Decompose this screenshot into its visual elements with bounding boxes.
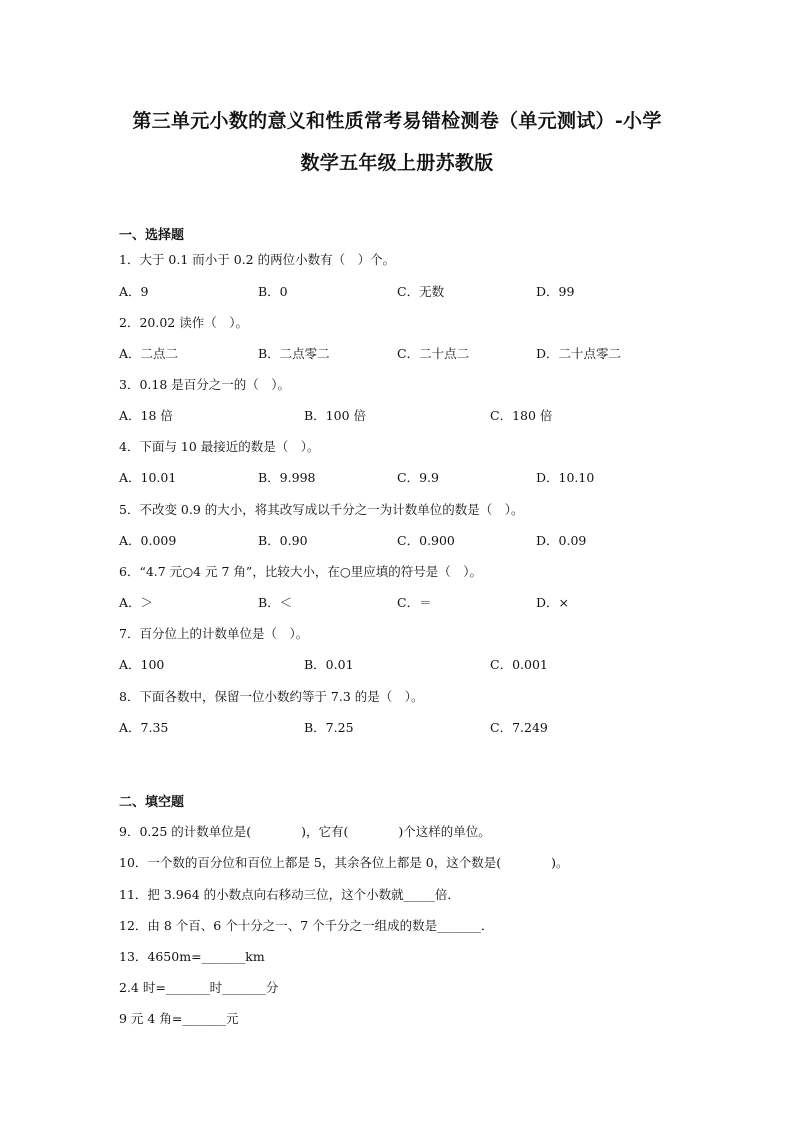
question-11: 11．把 3.964 的小数点向右移动三位，这个小数就_____倍．: [119, 887, 460, 902]
q4-option-d: D．10.10: [536, 470, 595, 485]
question-13-part2: 2.4 时=_______时_______分: [119, 980, 279, 995]
q3-option-c: C．180 倍: [490, 408, 553, 423]
question-6: 6．“4.7 元○4 元 7 角”，比较大小，在○里应填的符号是（ ）。: [119, 564, 482, 579]
question-13: 13．4650m=_______km: [119, 949, 265, 964]
q2-option-c: C．二十点二: [397, 346, 470, 361]
q2-option-b: B．二点零二: [258, 346, 330, 361]
question-5: 5．不改变 0.9 的大小，将其改写成以千分之一为计数单位的数是（ ）。: [119, 502, 524, 517]
question-1: 1．大于 0.1 而小于 0.2 的两位小数有（ ）个。: [119, 252, 396, 267]
question-9: 9．0.25 的计数单位是( )，它有( )个这样的单位。: [119, 824, 491, 839]
q4-option-a: A．10.01: [119, 470, 177, 485]
section-heading-choice: 一、选择题: [119, 228, 185, 243]
q4-option-b: B．9.998: [258, 470, 316, 485]
q1-option-b: B．0: [258, 284, 288, 299]
q1-option-a: A．9: [119, 284, 149, 299]
q6-option-d: D．×: [536, 595, 569, 610]
q2-option-a: A．二点二: [119, 346, 179, 361]
page-title-line1: 第三单元小数的意义和性质常考易错检测卷（单元测试）-小学: [132, 110, 662, 132]
q4-option-c: C．9.9: [397, 470, 439, 485]
q3-option-a: A．18 倍: [119, 408, 173, 423]
q3-option-b: B．100 倍: [304, 408, 367, 423]
question-4: 4．下面与 10 最接近的数是（ ）。: [119, 439, 320, 454]
q2-option-d: D．二十点零二: [536, 346, 622, 361]
q1-option-d: D．99: [536, 284, 575, 299]
q8-option-a: A．7.35: [119, 720, 169, 735]
section-heading-fill: 二、填空题: [119, 795, 185, 810]
q5-option-d: D．0.09: [536, 533, 587, 548]
question-7: 7．百分位上的计数单位是（ ）。: [119, 626, 309, 641]
q5-option-b: B．0.90: [258, 533, 308, 548]
question-2: 2．20.02 读作（ ）。: [119, 315, 248, 330]
page-title-line2: 数学五年级上册苏教版: [300, 152, 494, 174]
q6-option-b: B．＜: [258, 595, 293, 610]
q8-option-b: B．7.25: [304, 720, 354, 735]
question-3: 3．0.18 是百分之一的（ ）。: [119, 377, 291, 392]
q6-option-a: A．＞: [119, 595, 154, 610]
question-10: 10．一个数的百分位和百位上都是 5，其余各位上都是 0，这个数是( )。: [119, 855, 569, 870]
q7-option-b: B．0.01: [304, 657, 354, 672]
q1-option-c: C．无数: [397, 284, 445, 299]
q7-option-c: C．0.001: [490, 657, 548, 672]
question-13-part3: 9 元 4 角=_______元: [119, 1011, 239, 1026]
question-12: 12．由 8 个百、6 个十分之一、7 个千分之一组成的数是_______．: [119, 918, 494, 933]
q5-option-c: C．0.900: [397, 533, 455, 548]
question-8: 8．下面各数中，保留一位小数约等于 7.3 的是（ ）。: [119, 689, 424, 704]
q7-option-a: A．100: [119, 657, 165, 672]
q6-option-c: C．＝: [397, 595, 432, 610]
q8-option-c: C．7.249: [490, 720, 548, 735]
q5-option-a: A．0.009: [119, 533, 177, 548]
